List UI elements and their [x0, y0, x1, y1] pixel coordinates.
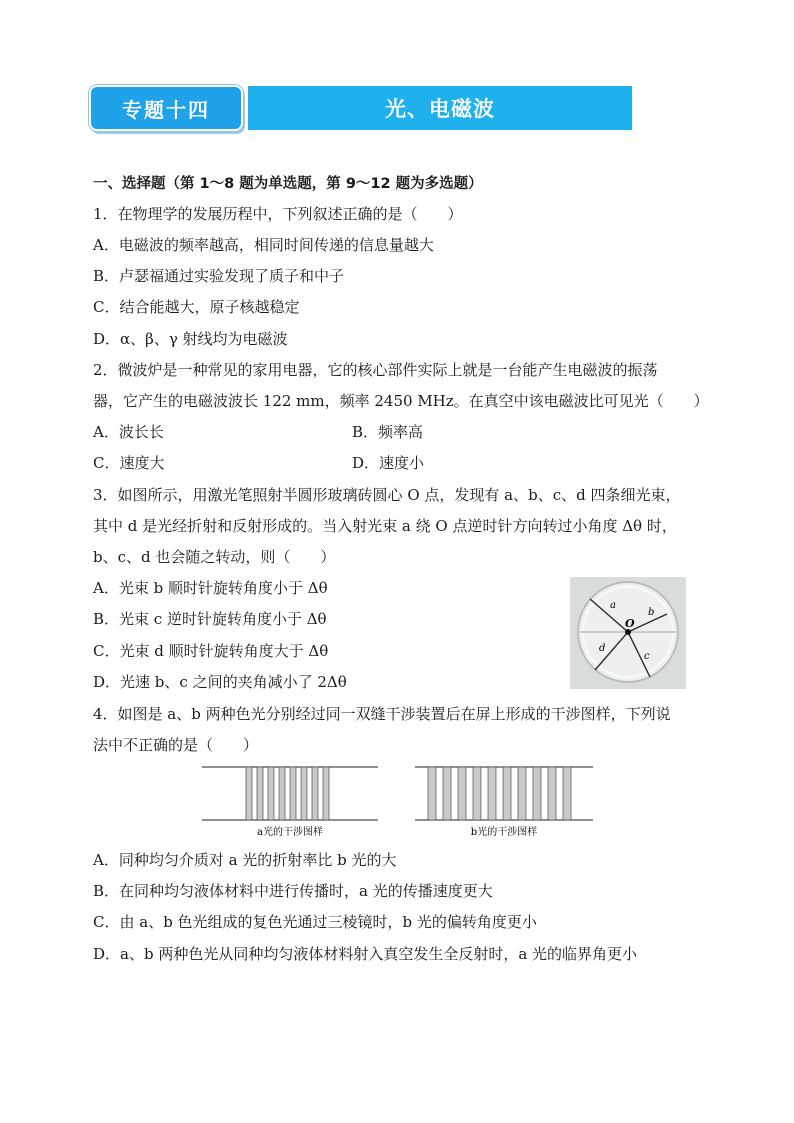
- q2-option-d: D．速度小: [352, 454, 425, 472]
- q3-option-a: A．光束 b 顺时针旋转角度小于 Δθ: [93, 579, 328, 597]
- q3-option-d: D．光速 b、c 之间的夹角减小了 2Δθ: [93, 673, 347, 691]
- q4-option-b: B．在同种均匀液体材料中进行传播时，a 光的传播速度更大: [93, 882, 493, 900]
- interference-patterns-figure: [200, 765, 600, 843]
- q4-option-c: C．由 a、b 色光组成的复色光通过三棱镜时，b 光的偏转角度更小: [93, 913, 537, 931]
- label-b: b: [648, 607, 655, 618]
- q1-option-a: A．电磁波的频率越高，相同时间传递的信息量越大: [93, 236, 434, 254]
- label-c: c: [644, 651, 650, 662]
- q2-stem-line2: 器，它产生的电磁波波长 122 mm，频率 2450 MHz。在真空中该电磁波比可见光（ ）: [93, 392, 709, 410]
- q3-option-c: C．光束 d 顺时针旋转角度大于 Δθ: [93, 642, 329, 660]
- caption-a: a光的干涉图样: [257, 827, 323, 838]
- pattern-b: [415, 767, 593, 838]
- topic-tag: 专题十四: [89, 85, 243, 131]
- label-d: d: [599, 643, 606, 654]
- q4-stem-line1: 4．如图是 a、b 两种色光分别经过同一双缝干涉装置后在屏上形成的干涉图样，下列说: [93, 705, 671, 723]
- q1-option-b: B．卢瑟福通过实验发现了质子和中子: [93, 267, 345, 285]
- q4-option-a: A．同种均匀介质对 a 光的折射率比 b 光的大: [93, 851, 397, 869]
- q2-option-b: B．频率高: [352, 423, 424, 441]
- q2-option-a: A．波长长: [93, 423, 164, 441]
- q1-option-d: D．α、β、γ 射线均为电磁波: [93, 330, 288, 348]
- glass-semicircle-figure: [570, 577, 686, 689]
- pattern-a: [202, 767, 378, 838]
- q3-stem-line1: 3．如图所示，用激光笔照射半圆形玻璃砖圆心 O 点，发现有 a、b、c、d 四条细光束，: [93, 486, 681, 504]
- caption-b: b光的干涉图样: [470, 827, 538, 838]
- q3-stem-line3: b、c、d 也会随之转动，则（ ）: [93, 548, 336, 566]
- topic-title: 光、电磁波: [248, 86, 632, 130]
- q3-option-b: B．光束 c 逆时针旋转角度小于 Δθ: [93, 610, 327, 628]
- q1-option-c: C．结合能越大，原子核越稳定: [93, 298, 300, 316]
- q1-stem: 1．在物理学的发展历程中，下列叙述正确的是（ ）: [93, 205, 463, 223]
- q2-option-c: C．速度大: [93, 454, 165, 472]
- q2-stem-line1: 2．微波炉是一种常见的家用电器，它的核心部件实际上就是一台能产生电磁波的振荡: [93, 361, 658, 379]
- section-heading: 一、选择题（第 1～8 题为单选题，第 9～12 题为多选题）: [93, 176, 483, 192]
- q3-stem-line2: 其中 d 是光经折射和反射形成的。当入射光束 a 绕 O 点逆时针方向转过小角度 Δθ 时，: [93, 517, 677, 535]
- label-a: a: [610, 600, 616, 611]
- q4-stem-line2: 法中不正确的是（ ）: [93, 736, 259, 754]
- q4-option-d: D．a、b 两种色光从同种均匀液体材料射入真空发生全反射时，a 光的临界角更小: [93, 945, 638, 963]
- label-o: O: [625, 617, 635, 630]
